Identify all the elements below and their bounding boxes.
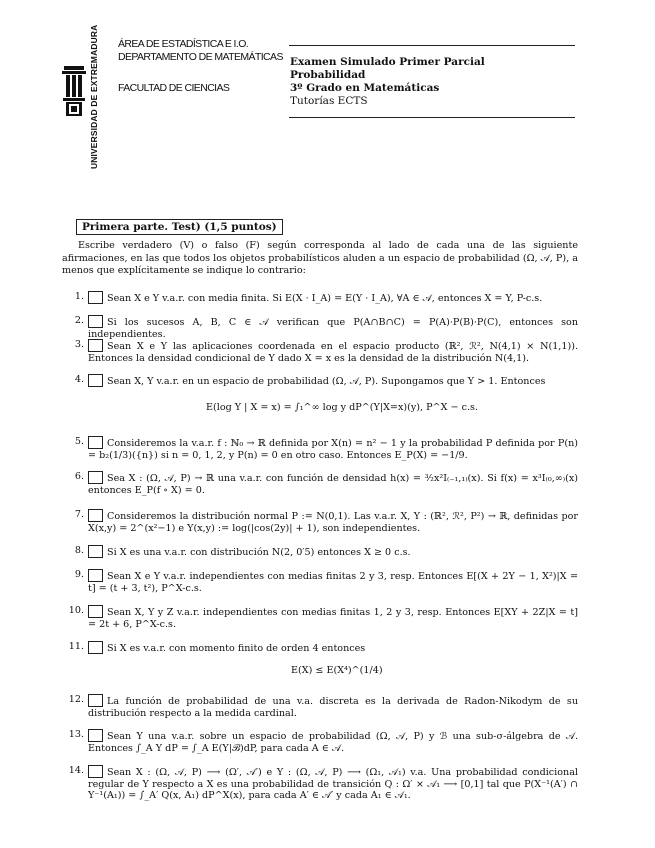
answer-box[interactable] bbox=[88, 694, 103, 707]
subject-name: Probabilidad bbox=[290, 69, 366, 81]
equation-q4: E(log Y | X = x) = ∫₁^∞ log y dP^(Y|X=x)(y), P^X − c.s. bbox=[206, 402, 478, 413]
answer-box[interactable] bbox=[88, 545, 103, 558]
answer-box[interactable] bbox=[88, 471, 103, 484]
question-9 bbox=[62, 569, 578, 594]
faculty-name: FACULTAD DE CIENCIAS bbox=[118, 82, 230, 94]
question-number: 10. bbox=[68, 605, 84, 616]
question-text: Si X es una v.a.r. con distribución N(2, 0′5) entonces X ≥ 0 c.s. bbox=[107, 547, 411, 558]
question-number: 1. bbox=[74, 291, 84, 302]
answer-box[interactable] bbox=[88, 729, 103, 742]
question-8 bbox=[62, 545, 578, 559]
question-text: Sean X e Y las aplicaciones coordenada en el espacio producto (ℝ², ℛ², N(4,1) × N(1,1)). Entonces la densidad condicional de Y dado X = x es la densidad de la distribución N(4,1). bbox=[88, 341, 578, 364]
question-text: Si X es v.a.r. con momento finito de orden 4 entonces bbox=[107, 643, 366, 654]
answer-box[interactable] bbox=[88, 765, 103, 778]
department-line-1: ÁREA DE ESTADÍSTICA E I.O. bbox=[118, 38, 249, 50]
answer-box[interactable] bbox=[88, 315, 103, 328]
question-number: 12. bbox=[68, 694, 84, 705]
question-number: 5. bbox=[74, 436, 84, 447]
question-text: Consideremos la distribución normal P := N(0,1). Las v.a.r. X, Y : (ℝ², ℛ², P²) → ℝ, definidas por X(x,y) = 2^(x²−1) e Y(x,y) := log(|cos(2y)| + 1), son independientes. bbox=[88, 511, 578, 534]
question-11 bbox=[62, 641, 578, 655]
tutorials-label: Tutorías ECTS bbox=[290, 95, 368, 107]
question-number: 6. bbox=[74, 471, 84, 482]
header-rule-top bbox=[289, 45, 575, 46]
question-number: 4. bbox=[74, 374, 84, 385]
university-name: UNIVERSIDAD DE EXTREMADURA bbox=[89, 24, 99, 170]
answer-box[interactable] bbox=[88, 641, 103, 654]
equation-q11: E(X) ≤ E(X⁴)^(1/4) bbox=[291, 665, 383, 676]
question-13 bbox=[62, 729, 578, 754]
section-title: Primera parte. Test) (1,5 puntos) bbox=[76, 219, 283, 235]
answer-box[interactable] bbox=[88, 569, 103, 582]
question-text: Sean X, Y y Z v.a.r. independientes con medias finitas 1, 2 y 3, resp. Entonces E[XY + 2Z|X = t] = 2t + 6, P^X-c.s. bbox=[88, 607, 578, 630]
question-10 bbox=[62, 605, 578, 630]
intro-paragraph: Escribe verdadero (V) o falso (F) según corresponda al lado de cada una de las siguiente afirmaciones, en las que todos los objetos probabilísticos aluden a un espacio de probabilidad (Ω, 𝒜, P), a menos que explícitamente se indique lo contrario: bbox=[62, 240, 578, 276]
question-text: Si los sucesos A, B, C ∈ 𝒜 verifican que P(A∩B∩C) = P(A)·P(B)·P(C), entonces son independientes. bbox=[88, 317, 578, 340]
answer-box[interactable] bbox=[88, 509, 103, 522]
question-text: La función de probabilidad de una v.a. discreta es la derivada de Radon-Nikodym de su distribución respecto a la medida cardinal. bbox=[88, 696, 578, 719]
question-number: 13. bbox=[68, 729, 84, 740]
question-number: 9. bbox=[74, 569, 84, 580]
question-5 bbox=[62, 436, 578, 461]
question-text: Sea X : (Ω, 𝒜, P) → ℝ una v.a.r. con función de densidad h(x) = ³⁄₂x²I₍₋₁,₁₎(x). Si f(x) = x³I₍₀,∞₎(x) entonces E_P(f ∘ X) = 0. bbox=[88, 473, 578, 496]
answer-box[interactable] bbox=[88, 291, 103, 304]
university-logo bbox=[60, 22, 106, 172]
question-text: Sean X e Y v.a.r. con media finita. Si E(X · I_A) = E(Y · I_A), ∀A ∈ 𝒜, entonces X = Y, P-c.s. bbox=[107, 293, 543, 304]
answer-box[interactable] bbox=[88, 374, 103, 387]
question-text: Sean X : (Ω, 𝒜, P) ⟶ (Ω′, 𝒜′) e Y : (Ω, 𝒜, P) ⟶ (Ω₁, 𝒜₁) v.a. Una probabilidad condicional regular de Y respecto a X es una probabilidad de transición Q : Ω′ × 𝒜₁ ⟶ [0,1] tal que P(X⁻¹(A′) ∩ Y⁻¹(A₁)) = ∫_A′ Q(x, A₁) dP^X(x), para cada A′ ∈ 𝒜′ y cada A₁ ∈ 𝒜₁. bbox=[88, 767, 578, 802]
question-4 bbox=[62, 374, 578, 388]
question-number: 11. bbox=[68, 641, 84, 652]
course-name: 3º Grado en Matemáticas bbox=[290, 82, 440, 94]
answer-box[interactable] bbox=[88, 605, 103, 618]
question-6 bbox=[62, 471, 578, 496]
question-3 bbox=[62, 339, 578, 364]
question-text: Sean X e Y v.a.r. independientes con medias finitas 2 y 3, resp. Entonces E[(X + 2Y − 1, X²)|X = t] = (t + 3, t²), P^X-c.s. bbox=[88, 571, 578, 594]
question-number: 14. bbox=[68, 765, 84, 776]
question-text: Sean Y una v.a.r. sobre un espacio de probabilidad (Ω, 𝒜, P) y ℬ una sub-σ-álgebra de 𝒜. Entonces ∫_A Y dP = ∫_A E(Y|ℬ)dP, para cada A ∈ 𝒜. bbox=[88, 731, 578, 754]
question-1 bbox=[62, 291, 578, 305]
question-12 bbox=[62, 694, 578, 719]
answer-box[interactable] bbox=[88, 436, 103, 449]
exam-title: Examen Simulado Primer Parcial bbox=[290, 56, 485, 68]
question-number: 8. bbox=[74, 545, 84, 556]
answer-box[interactable] bbox=[88, 339, 103, 352]
department-line-2: DEPARTAMENTO DE MATEMÁTICAS bbox=[118, 51, 283, 63]
question-14 bbox=[62, 765, 578, 802]
question-number: 3. bbox=[74, 339, 84, 350]
question-number: 2. bbox=[74, 315, 84, 326]
question-text: Sean X, Y v.a.r. en un espacio de probabilidad (Ω, 𝒜, P). Supongamos que Y > 1. Entonces bbox=[107, 376, 546, 387]
header-rule-bottom bbox=[289, 117, 575, 118]
question-number: 7. bbox=[74, 509, 84, 520]
question-7 bbox=[62, 509, 578, 534]
question-text: Consideremos la v.a.r. f : ℕ₀ → ℝ definida por X(n) = n² − 1 y la probabilidad P definida por P(n) = b₂(1/3)({n}) si n = 0, 1, 2, y P(n) = 0 en otro caso. Entonces E_P(X) = −1/9. bbox=[88, 438, 578, 461]
question-2 bbox=[62, 315, 578, 340]
